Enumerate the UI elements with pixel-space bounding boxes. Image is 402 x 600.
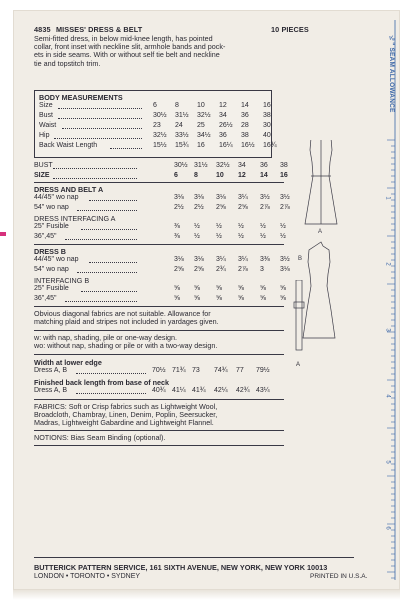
sketch-label-a: A <box>318 229 323 235</box>
row-value: 3 <box>260 266 264 273</box>
row-value: 42¾ <box>236 387 250 394</box>
pattern-description <box>34 35 354 68</box>
table-divider <box>34 182 284 183</box>
row-value: ⅝ <box>260 285 266 292</box>
row-label: 44/45" wo nap <box>34 256 79 263</box>
yardage-row <box>34 256 290 264</box>
leader-dots <box>65 300 137 302</box>
leader-dots <box>62 127 142 129</box>
measurement-row <box>39 112 271 120</box>
measure-title: Width at lower edge <box>34 358 102 367</box>
measurement-row <box>39 122 271 130</box>
measurement-label: Size <box>39 102 53 109</box>
measurement-value: 31½ <box>175 112 189 119</box>
yardage-row <box>34 162 288 170</box>
measurement-value: 34½ <box>197 132 211 139</box>
measurement-value: 32½ <box>197 112 211 119</box>
row-value: ⅝ <box>280 295 286 302</box>
row-value: 77 <box>236 367 244 374</box>
row-value: 3⅛ <box>174 194 184 201</box>
leader-dots <box>65 238 137 240</box>
leader-dots <box>89 199 137 201</box>
measurement-value: 10 <box>197 102 205 109</box>
row-value: 2⅞ <box>280 204 290 211</box>
row-value: 3⅛ <box>174 256 184 263</box>
row-value: ⅝ <box>238 295 244 302</box>
measurement-value: 16 <box>263 102 271 109</box>
measurement-row <box>39 102 271 110</box>
leader-dots <box>53 167 137 169</box>
nap-notes <box>34 334 217 350</box>
yardage-row <box>34 285 284 293</box>
row-value: 10 <box>216 172 224 179</box>
leader-dots <box>54 137 142 139</box>
row-label: SIZE <box>34 172 50 179</box>
row-value: 2½ <box>194 204 204 211</box>
nap-notes-line: wo: without nap, shading or pile or with a two-way design. <box>34 341 218 351</box>
measurement-label: Bust <box>39 112 54 119</box>
ruler-number: 5 <box>384 460 391 464</box>
row-value: ⅜ <box>174 223 180 230</box>
footer-divider <box>34 557 354 558</box>
section-divider <box>34 354 284 355</box>
row-value: 3⅛ <box>194 194 204 201</box>
measurement-label: Back Waist Length <box>39 142 98 149</box>
row-value: 2⅞ <box>260 204 270 211</box>
row-value: 12 <box>238 172 246 179</box>
row-label: 36",45" <box>34 233 57 240</box>
section-title: DRESS B <box>34 247 66 256</box>
sketch-label-b: B <box>298 256 303 262</box>
row-value: 2¾ <box>216 266 226 273</box>
row-value: ⅝ <box>174 295 180 302</box>
sketch-label-belt: A <box>296 362 301 368</box>
measurement-value: 23 <box>153 122 161 129</box>
measurement-value: 30½ <box>153 112 167 119</box>
row-value: 41¼ <box>172 387 186 394</box>
row-value: ½ <box>280 223 286 230</box>
measure-row <box>34 367 284 375</box>
leader-dots <box>110 147 142 149</box>
row-value: ⅝ <box>194 295 200 302</box>
measurement-value: 32½ <box>153 132 167 139</box>
yardage-row <box>34 172 288 180</box>
row-value: 14 <box>260 172 268 179</box>
description-line: tie and topstitch trim. <box>34 58 101 68</box>
envelope-shadow <box>13 590 400 600</box>
row-value: ⅝ <box>216 295 222 302</box>
row-label: 54" wo nap <box>34 204 69 211</box>
section-title: INTERFACING B <box>34 276 90 285</box>
row-value: 3¼ <box>238 194 248 201</box>
measurement-value: 40 <box>263 132 271 139</box>
ruler-number: 6 <box>384 526 391 530</box>
row-value: 74¾ <box>214 367 228 374</box>
leader-dots <box>77 209 137 211</box>
row-value: 2⅝ <box>174 266 184 273</box>
leader-dots <box>81 228 137 230</box>
section-divider <box>34 430 284 431</box>
row-value: 3⅛ <box>216 194 226 201</box>
measurement-row <box>39 132 271 140</box>
pink-edge-mark <box>0 232 6 236</box>
row-label: BUST <box>34 162 53 169</box>
measurement-value: 38 <box>241 132 249 139</box>
pattern-title: MISSES' DRESS & BELT <box>56 25 143 34</box>
row-value: 31½ <box>194 162 208 169</box>
publisher-cities: LONDON • TORONTO • SYDNEY <box>34 573 141 580</box>
measure-title: Finished back length from base of neck <box>34 378 169 387</box>
fabrics <box>34 403 217 428</box>
seam-allowance-label: ⅝" SEAM ALLOWANCE <box>388 35 395 113</box>
table-divider <box>34 306 284 307</box>
row-value: ½ <box>216 233 222 240</box>
measurement-value: 36 <box>241 112 249 119</box>
row-value: 3⅛ <box>194 256 204 263</box>
row-value: ⅜ <box>174 233 180 240</box>
section-divider <box>34 445 284 446</box>
yardage-row <box>34 266 290 274</box>
table-divider <box>34 244 284 245</box>
row-value: 2⅞ <box>238 266 248 273</box>
section-divider <box>34 330 284 331</box>
section-title: DRESS INTERFACING A <box>34 214 116 223</box>
row-value: 3½ <box>260 194 270 201</box>
row-value: ⅝ <box>280 285 286 292</box>
leader-dots <box>77 271 137 273</box>
measurement-value: 38 <box>263 112 271 119</box>
row-value: ⅝ <box>260 295 266 302</box>
row-value: 40¾ <box>152 387 166 394</box>
printed-in: PRINTED IN U.S.A. <box>310 573 368 580</box>
body-measurements-title: BODY MEASUREMENTS <box>39 93 123 102</box>
row-label: Dress A, B <box>34 367 68 374</box>
measurement-row <box>39 142 277 150</box>
row-value: 2⅝ <box>194 266 204 273</box>
publisher-address: BUTTERICK PATTERN SERVICE, 161 SIXTH AVENUE, NEW YORK, NEW YORK 10013 <box>34 563 328 572</box>
row-value: 42¼ <box>214 387 228 394</box>
ruler-number: 3 <box>384 328 391 332</box>
row-label: Dress A, B <box>34 387 68 394</box>
measurement-value: 25 <box>197 122 205 129</box>
section-title: DRESS AND BELT A <box>34 185 104 194</box>
row-value: ½ <box>194 233 200 240</box>
row-label: 25" Fusible <box>34 285 69 292</box>
row-value: 71¾ <box>172 367 186 374</box>
yardage-row <box>34 295 284 303</box>
row-value: 70½ <box>152 367 166 374</box>
yardage-row <box>34 223 284 231</box>
row-value: 3¼ <box>216 256 226 263</box>
piece-count: 10 PIECES <box>271 25 309 34</box>
description-line: collar, front inset with neckline slit, armhole bands and pock- <box>34 42 226 52</box>
row-value: 3⅜ <box>260 256 270 263</box>
row-value: ½ <box>238 223 244 230</box>
measurement-value: 16½ <box>241 142 255 149</box>
row-value: 36 <box>260 162 268 169</box>
dress-sketches <box>275 140 365 350</box>
row-value: ½ <box>260 223 266 230</box>
measurement-value: 26½ <box>219 122 233 129</box>
leader-dots <box>76 372 146 374</box>
measurement-value: 15½ <box>153 142 167 149</box>
yardage-row <box>34 204 290 212</box>
measurement-value: 34 <box>219 112 227 119</box>
row-value: ½ <box>216 223 222 230</box>
row-value: 32½ <box>216 162 230 169</box>
row-value: ⅝ <box>194 285 200 292</box>
measurement-label: Hip <box>39 132 50 139</box>
fabrics-line: Madras, Lightweight Gabardine and Lightweight Flannel. <box>34 418 214 428</box>
leader-dots <box>76 392 146 394</box>
measurement-value: 28 <box>241 122 249 129</box>
dress-a-sketch <box>305 140 337 224</box>
fabric-notice <box>34 310 219 326</box>
pattern-number: 4835 <box>34 25 51 34</box>
row-value: 2⅝ <box>216 204 226 211</box>
row-value: 3½ <box>280 256 290 263</box>
row-value: 43¼ <box>256 387 270 394</box>
body-measurements-box <box>34 90 277 158</box>
fabrics-line: FABRICS: Soft or Crisp fabrics such as Lightweight Wool, <box>34 402 218 411</box>
measurement-value: 8 <box>175 102 179 109</box>
measurement-value: 30 <box>263 122 271 129</box>
row-label: 36",45" <box>34 295 57 302</box>
row-value: ⅝ <box>238 285 244 292</box>
row-value: ⅝ <box>174 285 180 292</box>
leader-dots <box>81 290 137 292</box>
row-value: 30½ <box>174 162 188 169</box>
row-value: 3⅛ <box>280 266 290 273</box>
measurement-value: 14 <box>241 102 249 109</box>
measurement-value: 16 <box>197 142 205 149</box>
description-line: ets in side seams. With or without self tie belt and neckline <box>34 50 220 60</box>
measurement-value: 15¾ <box>175 142 189 149</box>
notions: NOTIONS: Bias Seam Binding (optional). <box>34 433 166 442</box>
row-value: 16 <box>280 172 288 179</box>
measure-row <box>34 387 284 395</box>
row-value: 3½ <box>280 194 290 201</box>
row-value: 34 <box>238 162 246 169</box>
measurement-value: 16¾ <box>263 142 277 149</box>
row-value: 38 <box>280 162 288 169</box>
measurement-label: Waist <box>39 122 57 129</box>
row-value: ½ <box>280 233 286 240</box>
belt-sketch <box>290 280 310 360</box>
ruler-number: 2 <box>384 262 391 266</box>
row-value: ½ <box>238 233 244 240</box>
leader-dots <box>58 117 142 119</box>
row-value: 73 <box>192 367 200 374</box>
fabrics-line: Broadcloth, Chambray, Linen, Denim, Poplin, Seersucker, <box>34 410 218 420</box>
row-label: 44/45" wo nap <box>34 194 79 201</box>
row-label: 54" wo nap <box>34 266 69 273</box>
yardage-row <box>34 194 290 202</box>
row-value: 79½ <box>256 367 270 374</box>
measurement-value: 12 <box>219 102 227 109</box>
yardage-row <box>34 233 284 241</box>
leader-dots <box>53 177 137 179</box>
measurement-value: 16¼ <box>219 142 233 149</box>
fabric-notice-line: matching plaid and stripes not included in yardages given. <box>34 317 219 327</box>
row-value: 8 <box>194 172 198 179</box>
measurement-value: 6 <box>153 102 157 109</box>
measurement-value: 36 <box>219 132 227 139</box>
row-value: 6 <box>174 172 178 179</box>
leader-dots <box>89 261 137 263</box>
row-value: 2⅝ <box>238 204 248 211</box>
fabric-notice-line: Obvious diagonal fabrics are not suitable. Allowance for <box>34 309 211 318</box>
row-value: 41¾ <box>192 387 206 394</box>
nap-notes-line: w: with nap, shading, pile or one-way design. <box>34 333 178 342</box>
measurement-value: 33½ <box>175 132 189 139</box>
ruler-number: 4 <box>384 394 391 398</box>
row-value: ½ <box>194 223 200 230</box>
row-value: ⅝ <box>216 285 222 292</box>
row-value: 3¼ <box>238 256 248 263</box>
description-line: Semi-fitted dress, in below mid-knee length, has pointed <box>34 34 213 43</box>
row-value: 2½ <box>174 204 184 211</box>
row-label: 25" Fusible <box>34 223 69 230</box>
ruler-number: 1 <box>384 196 391 200</box>
measurement-value: 24 <box>175 122 183 129</box>
section-divider <box>34 399 284 400</box>
leader-dots <box>58 107 142 109</box>
row-value: ½ <box>260 233 266 240</box>
